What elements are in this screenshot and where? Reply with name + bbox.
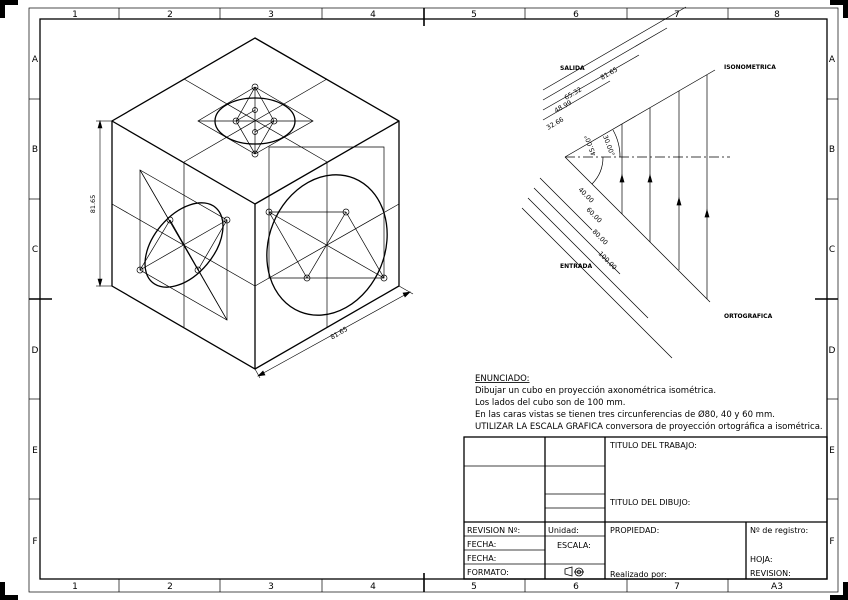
zone-col-5-bottom: 5: [471, 582, 477, 592]
zone-row-d-left: D: [31, 346, 39, 356]
input-dimension-1: 40.00: [576, 185, 596, 205]
cube-dimension-bottom-label: 81.65: [328, 325, 350, 342]
cube-dimension-vertical-label: 81.65: [89, 194, 97, 214]
angle-30-label: 30.00°: [601, 133, 617, 158]
cube-dimension-vertical: [96, 121, 112, 286]
revision-number-label: REVISION Nº:: [467, 526, 521, 535]
titulo-trabajo-label: TITULO DEL TRABAJO:: [610, 441, 697, 450]
output-dimension-4: 81.65: [599, 65, 620, 82]
zone-row-f-right: F: [829, 537, 835, 547]
zone-col-4-top: 4: [370, 10, 376, 20]
zone-col-6-top: 6: [573, 10, 579, 20]
sheet-frame: [29, 8, 838, 592]
zone-col-3-bottom: 3: [268, 582, 274, 592]
formato-label: FORMATO:: [467, 568, 509, 577]
orthographic-input-ray: [565, 157, 710, 302]
zone-row-b-right: B: [828, 145, 836, 155]
zone-row-a-right: A: [828, 55, 836, 65]
statement-line-4: UTILIZAR LA ESCALA GRAFICA conversora de proyección ortográfica a isométrica.: [475, 422, 823, 432]
zone-col-1-top: 1: [72, 10, 78, 20]
zone-col-4-bottom: 4: [370, 582, 376, 592]
zone-row-a-left: A: [31, 55, 39, 65]
registro-label: Nº de registro:: [750, 526, 809, 535]
statement-line-1: Dibujar un cubo en proyección axonométrica isométrica.: [475, 386, 717, 396]
label-ortografica: ORTOGRAFICA: [724, 313, 773, 320]
statement-line-3: En las caras vistas se tienen tres circunferencias de Ø80, 40 y 60 mm.: [475, 410, 775, 420]
left-face-construction: [112, 162, 255, 327]
input-dimension-3: 80.00: [590, 227, 610, 247]
fecha-label-2: FECHA:: [467, 554, 497, 563]
label-salida: SALIDA: [560, 65, 585, 72]
output-dimension-1: 32.66: [545, 115, 566, 132]
zone-row-f-left: F: [32, 537, 38, 547]
zone-col-8-top: 8: [774, 10, 780, 20]
label-isometrica: ISONOMETRICA: [724, 64, 776, 71]
zone-ticks: [29, 8, 838, 592]
right-face-construction: [246, 147, 407, 333]
zone-col-2-top: 2: [167, 10, 173, 20]
input-dimension-4: 100.00: [596, 249, 619, 272]
centring-marks: [29, 8, 838, 592]
top-face-construction: [184, 79, 327, 162]
output-dimension-3: 65.32: [563, 85, 584, 102]
projection-symbol-icon: [565, 567, 584, 576]
zone-row-c-right: C: [828, 245, 836, 255]
titulo-dibujo-label: TITULO DEL DIBUJO:: [610, 498, 691, 507]
realizado-label: Realizado por:: [610, 570, 667, 579]
revision-label: REVISION:: [750, 569, 791, 578]
zone-col-7-top: 7: [674, 10, 680, 20]
angle-45-label: 45.00°: [582, 133, 598, 158]
propiedad-label: PROPIEDAD:: [610, 526, 660, 535]
zone-col-6-bottom: 6: [573, 582, 579, 592]
unidad-label: Unidad:: [548, 526, 579, 535]
zone-row-b-left: B: [31, 145, 39, 155]
fecha-label-1: FECHA:: [467, 540, 497, 549]
zone-row-e-left: E: [32, 446, 38, 456]
isometric-cube: [96, 38, 413, 378]
zone-col-7-bottom: 7: [674, 582, 680, 592]
zone-col-2-bottom: 2: [167, 582, 173, 592]
graphic-scale-diagram: [522, 7, 730, 358]
zone-row-d-right: D: [828, 346, 836, 356]
zone-col-3-top: 3: [268, 10, 274, 20]
zone-row-c-left: C: [31, 245, 39, 255]
hoja-label: HOJA:: [750, 555, 773, 564]
escala-label: ESCALA:: [557, 541, 591, 550]
statement-line-2: Los lados del cubo son de 100 mm.: [475, 398, 626, 408]
label-entrada: ENTRADA: [560, 263, 593, 270]
input-dimension-2: 60.00: [584, 205, 604, 225]
output-dimension-2: 48.99: [553, 98, 574, 115]
zone-row-e-right: E: [829, 446, 835, 456]
zone-col-5-top: 5: [471, 10, 477, 20]
zone-col-1-bottom: 1: [72, 582, 78, 592]
statement-heading: ENUNCIADO:: [475, 374, 530, 384]
zone-sheet-size-bottom: A3: [771, 582, 783, 592]
